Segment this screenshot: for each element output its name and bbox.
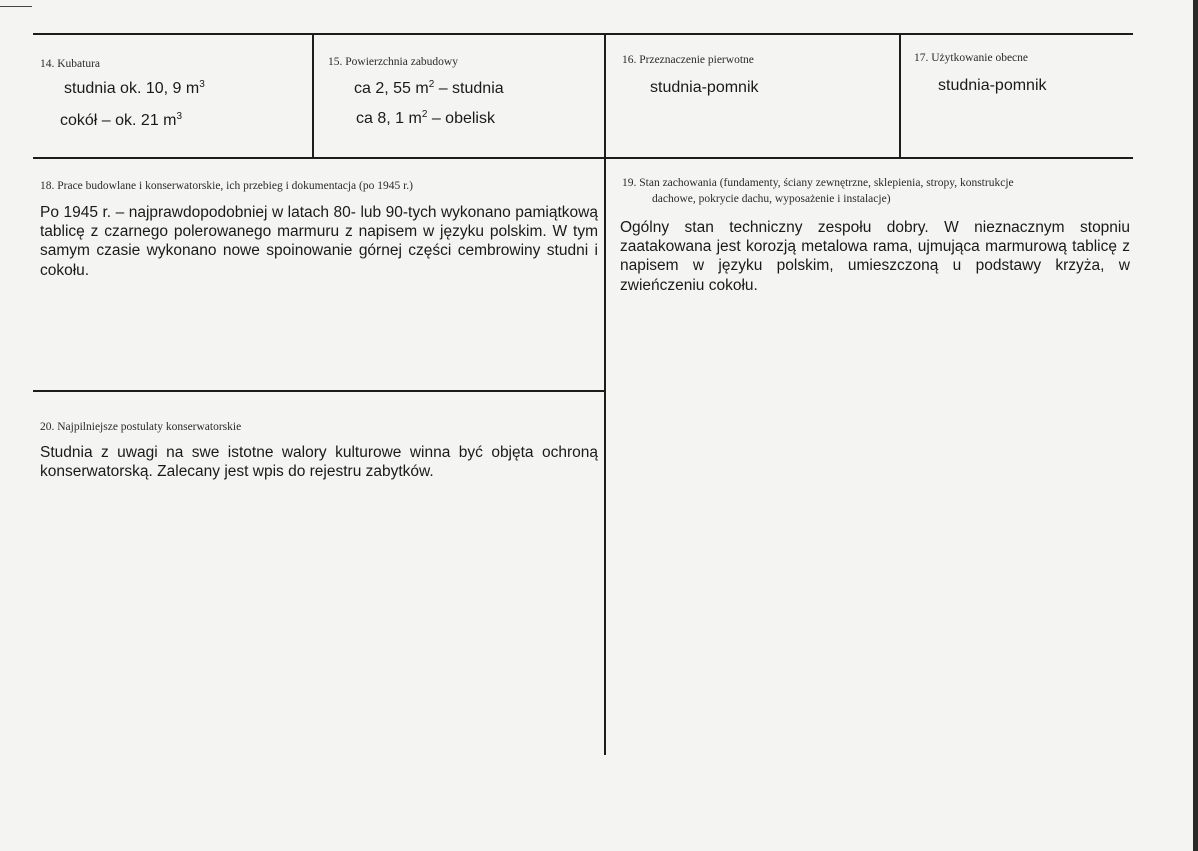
field-19-label-line2: dachowe, pokrycie dachu, wyposażenie i instalacje) — [652, 193, 891, 205]
field-20-text: Studnia z uwagi na swe istotne walory kulturowe winna być objęta ochroną konserwatorską. Zalecany jest wpis do rejestru zabytków. — [40, 444, 598, 481]
field-15-label: 15. Powierzchnia zabudowy — [328, 56, 458, 68]
field-19-text: Ogólny stan techniczny zespołu dobry. W nieznacznym stopniu zaatakowana jest korozją metalowa rama, ujmująca marmurową tablicę z napisem w języku polskim, umieszczoną u podstawy krzyża, w zwieńczeniu cokołu. — [620, 219, 1130, 294]
col-divider-1 — [312, 33, 314, 158]
field-16-value: studnia-pomnik — [650, 79, 759, 96]
col-divider-main — [604, 33, 606, 755]
row-divider-2 — [33, 390, 606, 392]
field-14-value-2: cokół – ok. 21 $m^3$ — [60, 111, 183, 129]
field-19-label-line1: 19. Stan zachowania (fundamenty, ściany zewnętrzne, sklepienia, stropy, konstrukcje — [622, 177, 1014, 189]
field-16-label: 16. Przeznaczenie pierwotne — [622, 54, 754, 66]
field-15-value-1: ca 2, 55 $m^2$ – studnia — [354, 79, 504, 97]
field-14-value-1: studnia ok. 10, 9 $m^3$ — [64, 79, 205, 97]
field-20-label: 20. Najpilniejsze postulaty konserwatorskie — [40, 421, 242, 433]
field-18-label: 18. Prace budowlane i konserwatorskie, ich przebieg i dokumentacja (po 1945 r.) — [40, 180, 413, 192]
corner-mark — [0, 6, 32, 7]
field-14-label: 14. Kubatura — [40, 58, 101, 70]
field-17-value: studnia-pomnik — [938, 77, 1047, 94]
field-17-label: 17. Użytkowanie obecne — [914, 52, 1029, 64]
page-edge — [1193, 0, 1198, 851]
col-divider-3 — [899, 33, 901, 158]
top-rule — [33, 33, 1133, 35]
field-18-text: Po 1945 r. – najprawdopodobniej w latach 80- lub 90-tych wykonano pamiątkową tablicę z czarnego polerowanego marmuru z napisem w języku polskim. W tym samym czasie wykonano nowe spoinowanie górnej części cembrowiny studni i cokołu. — [40, 204, 598, 279]
field-15-value-2: ca 8, 1 $m^2$ – obelisk — [356, 109, 495, 127]
row-divider-1 — [33, 157, 1133, 159]
